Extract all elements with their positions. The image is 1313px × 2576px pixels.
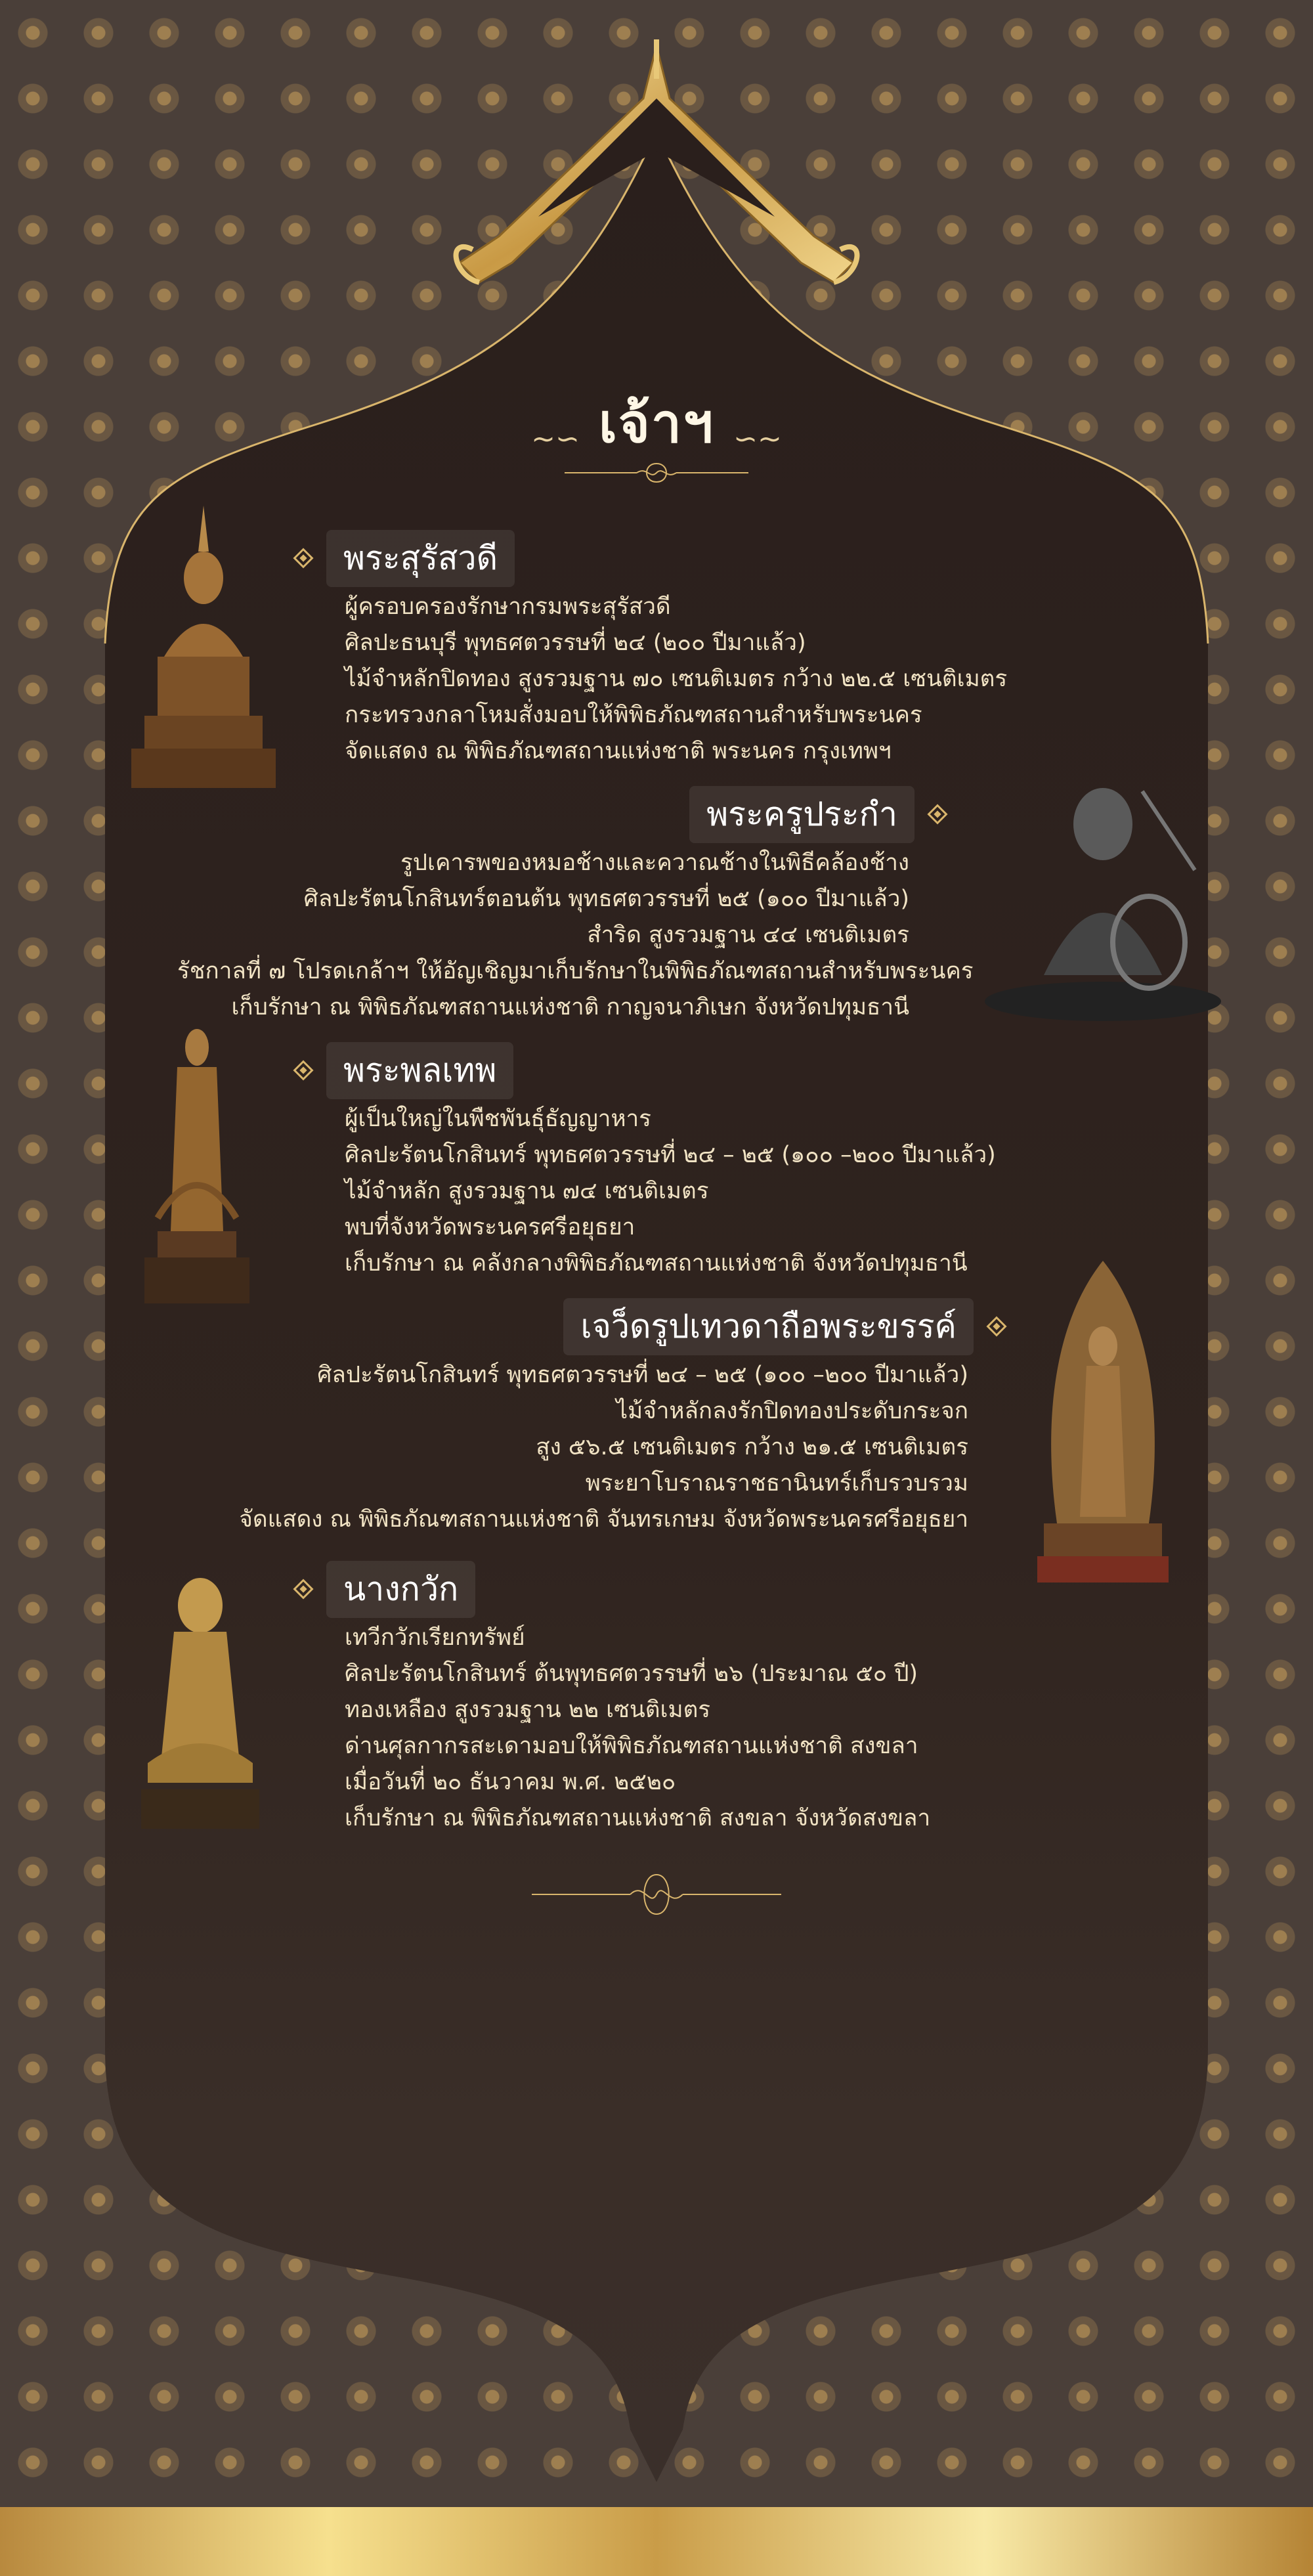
entry-line: สูง ๕๖.๕ เซนติเมตร กว้าง ๒๑.๕ เซนติเมตร bbox=[536, 1434, 968, 1460]
page-title: เจ้าฯ bbox=[598, 392, 715, 455]
left-swirl-icon: ~∽ bbox=[531, 422, 580, 456]
entry-line: ทองเหลือง สูงรวมฐาน ๒๒ เซนติเมตร bbox=[345, 1697, 711, 1723]
entry-heading: พระครูประกำ bbox=[689, 786, 915, 843]
entry-line: เมื่อวันที่ ๒๐ ธันวาคม พ.ศ. ๒๕๒๐ bbox=[345, 1769, 676, 1795]
entry-line: ด่านศุลกากรสะเดามอบให้พิพิธภัณฑสถานแห่งชาติ สงขลา bbox=[345, 1733, 918, 1759]
entry-line: ไม้จำหลักลงรักปิดทองประดับกระจก bbox=[616, 1398, 968, 1424]
entry-line: เก็บรักษา ณ พิพิธภัณฑสถานแห่งชาติ กาญจนาภิเษก จังหวัดปทุมธานี bbox=[231, 994, 909, 1020]
entry-phra-khru-prakam bbox=[177, 791, 974, 1026]
diamond-ornament-icon bbox=[926, 803, 949, 825]
diamond-ornament-icon bbox=[985, 1315, 1008, 1338]
entry-line: ศิลปะรัตนโกสินทร์ พุทธศตวรรษที่ ๒๔ – ๒๕ (๑๐๐ –๒๐๐ ปีมาแล้ว) bbox=[317, 1362, 968, 1388]
entry-line: ศิลปะรัตนโกสินทร์ ต้นพุทธศตวรรษที่ ๒๖ (ประมาณ ๕๐ ปี) bbox=[345, 1661, 918, 1687]
entry-line: ศิลปะธนบุรี พุทธศตวรรษที่ ๒๔ (๒๐๐ ปีมาแล้ว) bbox=[345, 630, 806, 656]
entry-line: เก็บรักษา ณ คลังกลางพิพิธภัณฑสถานแห่งชาติ จังหวัดปทุมธานี bbox=[345, 1250, 968, 1277]
entry-line: ผู้เป็นใหญ่ในพืชพันธุ์ธัญญาหาร bbox=[345, 1106, 651, 1132]
phra-surasawadi-statue-image bbox=[125, 506, 282, 795]
nang-kwak-statue-image bbox=[128, 1566, 272, 1842]
gold-footer-bar bbox=[0, 2507, 1313, 2576]
entry-line: พระยาโบราณราชธานินทร์เก็บรวบรวม bbox=[585, 1470, 968, 1496]
scroll-divider-icon bbox=[0, 460, 1313, 492]
entry-heading: พระสุรัสวดี bbox=[326, 530, 515, 587]
entry-phra-surasawadi bbox=[292, 535, 1080, 770]
entry-line: จัดแสดง ณ พิพิธภัณฑสถานแห่งชาติ จันทรเกษม จังหวัดพระนครศรีอยุธยา bbox=[239, 1506, 968, 1533]
page-title-area bbox=[0, 381, 1313, 466]
entry-heading: นางกวัก bbox=[326, 1561, 475, 1618]
diamond-ornament-icon bbox=[292, 1578, 314, 1600]
entry-line: เทวีกวักเรียกทรัพย์ bbox=[345, 1625, 525, 1651]
diamond-ornament-icon bbox=[292, 1059, 314, 1081]
right-swirl-icon: ∽~ bbox=[733, 422, 782, 456]
entry-nang-kwak bbox=[292, 1566, 1080, 1837]
scroll-divider-icon bbox=[0, 1868, 1313, 1923]
diamond-ornament-icon bbox=[292, 547, 314, 569]
entry-line: ไม้จำหลัก สูงรวมฐาน ๗๔ เซนติเมตร bbox=[345, 1178, 709, 1204]
entry-heading: เจว็ดรูปเทวดาถือพระขรรค์ bbox=[563, 1298, 974, 1355]
entry-line: พบที่จังหวัดพระนครศรีอยุธยา bbox=[345, 1214, 635, 1240]
entry-line: กระทรวงกลาโหมสั่งมอบให้พิพิธภัณฑสถานสำหรับพระนคร bbox=[345, 702, 922, 728]
phra-khru-prakam-statue-image bbox=[978, 778, 1228, 1028]
chawet-deity-statue-image bbox=[1031, 1261, 1175, 1589]
entry-heading: พระพลเทพ bbox=[326, 1042, 513, 1099]
entry-line: ศิลปะรัตนโกสินทร์ตอนต้น พุทธศตวรรษที่ ๒๕ (๑๐๐ ปีมาแล้ว) bbox=[303, 886, 909, 912]
entry-line: ไม้จำหลักปิดทอง สูงรวมฐาน ๗๐ เซนติเมตร กว้าง ๒๒.๕ เซนติเมตร bbox=[345, 666, 1008, 692]
entry-line: จัดแสดง ณ พิพิธภัณฑสถานแห่งชาติ พระนคร กรุงเทพฯ bbox=[345, 738, 892, 764]
entry-line: ศิลปะรัตนโกสินทร์ พุทธศตวรรษที่ ๒๔ – ๒๕ (๑๐๐ –๒๐๐ ปีมาแล้ว) bbox=[345, 1142, 996, 1168]
entry-phra-phonlathep bbox=[292, 1047, 1080, 1282]
entry-line: ผู้ครอบครองรักษากรมพระสุรัสวดี bbox=[345, 594, 671, 620]
entry-line: รัชกาลที่ ๗ โปรดเกล้าฯ ให้อัญเชิญมาเก็บรักษาในพิพิธภัณฑสถานสำหรับพระนคร bbox=[177, 958, 974, 984]
entry-chawet-deity bbox=[177, 1303, 1008, 1538]
phra-phonlathep-statue-image bbox=[131, 1021, 263, 1310]
entry-line: สำริด สูงรวมฐาน ๔๔ เซนติเมตร bbox=[587, 922, 909, 948]
entry-line: เก็บรักษา ณ พิพิธภัณฑสถานแห่งชาติ สงขลา จังหวัดสงขลา bbox=[345, 1805, 931, 1831]
entry-line: รูปเคารพของหมอช้างและควาณช้างในพิธีคล้องช้าง bbox=[400, 850, 909, 876]
